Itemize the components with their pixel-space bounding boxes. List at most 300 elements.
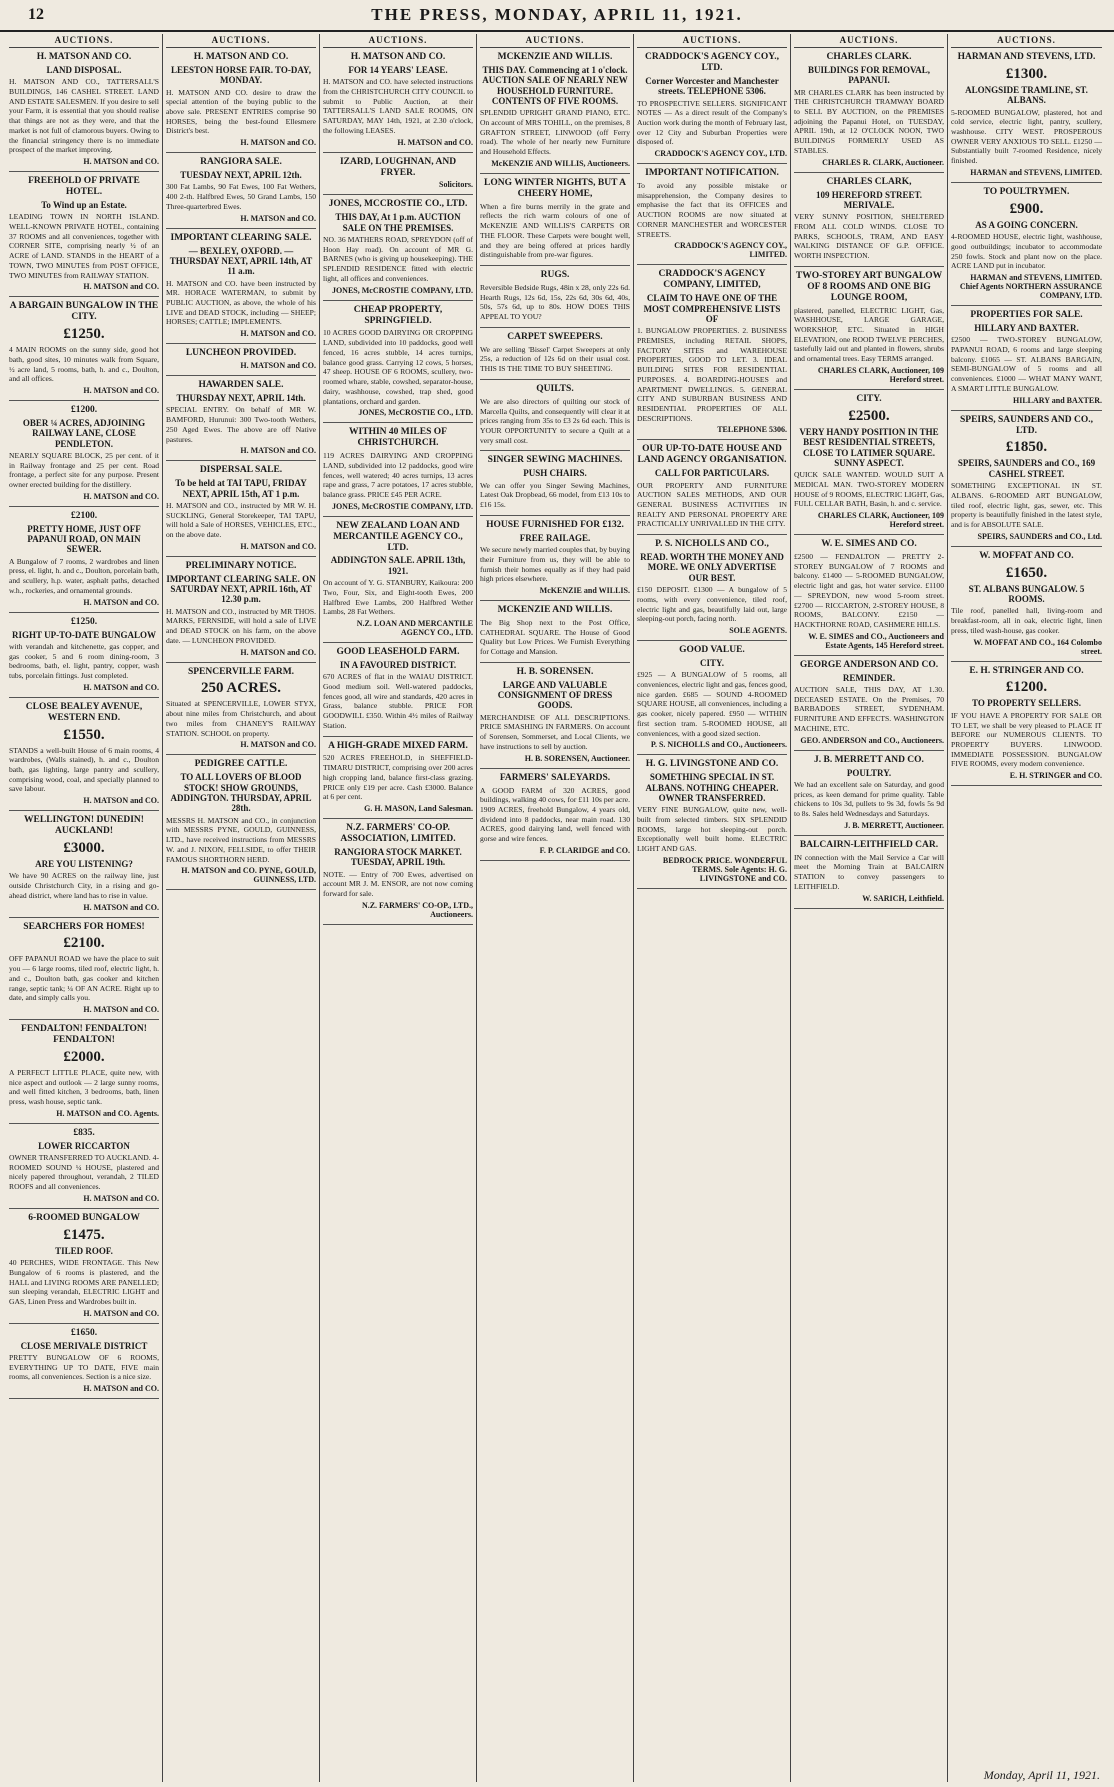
advertisement [166,229,316,345]
ad-signature: H. MATSON and CO. [83,902,159,912]
ad-body-text: H. MATSON and CO. have been instructed by MR. HORACE WATERMAN, to submit by PUBLIC AUCTION, as above, the whole of his LIVE and DEAD STOCK, including — SHEEP; HORSES; CATTLE; IMPLEMENTS. [166,278,316,327]
advertisement [323,517,473,643]
ad-body-text: SPLENDID UPRIGHT GRAND PIANO, ETC. On account of MRS TOHILL, on the premises, 8 GRAFTON STREET, LINWOOD (off Ferry road). The whole of her nearly new Furniture and Household Effects. [480,108,630,157]
ad-body-text: £150 DEPOSIT. £1300 — A bungalow of 5 rooms, with every convenience, tiled roof, electric light and gas, beautifully laid out, large sleeping-out porch, facing north. [637,585,787,624]
ad-subhead: THIS DAY. Commencing at 1 o'clock. AUCTION SALE OF NEARLY NEW HOUSEHOLD FURNITURE. CONTENTS OF FIVE ROOMS. [482,64,628,106]
ad-signature: CHARLES R. CLARK, Auctioneer. [822,157,944,167]
ad-signature: HARMAN and STEVENS, LIMITED. Chief Agents NORTHERN ASSURANCE COMPANY, LTD. [959,273,1102,301]
ad-signature: H. MATSON and CO. [83,1005,159,1015]
ad-signature: HILLARY and BAXTER. [1013,395,1102,405]
ad-subhead: READ. WORTH THE MONEY AND MORE. WE ONLY ADVERTISE OUR BEST. [640,552,784,583]
ad-subhead: CALL FOR PARTICULARS. [654,468,770,479]
ad-subhead: FOR 14 YEARS' LEASE. [348,64,448,75]
ad-subhead: CITY. [700,657,724,668]
ad-signature: CHARLES CLARK, Auctioneer, 109 Hereford street. [817,365,944,384]
advertisement [9,401,159,507]
advertisement [951,662,1102,787]
ad-body-text: 5-ROOMED BUNGALOW, plastered, hot and cold service, electric light, pantry, scullery, washhouse. CITY WEST. PROSPEROUS OWNER VERY ANXIOUS TO SELL. £1250 — Substantially built 7-roomed Residence, nicely finished. [951,107,1102,166]
ad-title: SPEIRS, SAUNDERS AND CO., LTD. [959,414,1094,436]
ad-body-text: 4 MAIN ROOMS on the sunny side, good hot bath, good sites, 10 minutes walk from Square, ½ acre land, 5 rooms, bath, h. and c., Doulton, and all offices. [9,345,159,384]
ad-signature: Solicitors. [439,180,473,190]
advertisement [480,380,630,452]
ad-subhead: OBER ¼ ACRES, ADJOINING RAILWAY LANE, CLOSE PENDLETON. [22,417,146,449]
ad-signature: H. MATSON and CO. [240,541,316,551]
ad-title: TO POULTRYMEN. [983,186,1070,197]
ad-signature: JONES, McCROSTIE COMPANY, LTD. [331,285,473,295]
ad-signature: E. H. STRINGER and CO. [1009,771,1102,781]
ad-signature: H. MATSON and CO. [240,138,316,148]
ad-title: GOOD LEASEHOLD FARM. [336,646,460,657]
ad-title: £2100. [70,510,98,521]
ad-title: LONG WINTER NIGHTS, BUT A CHEERY HOME, [484,177,626,199]
ad-body-text: We secure newly married couples that, by buying their Furniture from us, they will be able to furnish their homes equally as if they had paid high prices elsewhere. [480,545,630,584]
advertisement [794,535,944,656]
ad-title: OUR UP-TO-DATE HOUSE AND LAND AGENCY ORGANISATION. [637,444,787,466]
ad-title: HAWARDEN SALE. [198,380,284,391]
ad-subhead: Corner Worcester and Manchester streets. TELEPHONE 5306. [645,75,779,97]
ad-signature: W. SARICH, Leithfield. [862,893,944,903]
ad-body-text: plastered, panelled, ELECTRIC LIGHT, Gas, WASHHOUSE, LARGE GARAGE, WORKSHOP, ETC. Situated in HIGH ELEVATION, one ROOD TWELVE PERCHES, tastefully laid out and planted in flowers, shrubs and ornamental trees. Easy TERMS arranged. [794,305,944,364]
ad-body-text: QUICK SALE WANTED. WOULD SUIT A MEDICAL MAN. TWO-STOREY MODERN HOUSE of 9 ROOMS, ELECTRIC LIGHT, Gas, FULL CELLAR BATH, Basin, h. and c. service. [794,470,944,509]
ad-body-text: 670 ACRES of flat in the WAIAU DISTRICT. Good medium soil. Well-watered paddocks, fences good, all wire and standards, 420 acres in Grass, balance stubble. PRICE FOR GOODWILL £350. Within 4½ miles of Railway Station. [323,672,473,730]
advertisement [323,301,473,424]
column-header: AUCTIONS. [637,34,787,48]
ad-signature: H. MATSON and CO. [240,647,316,657]
ad-title: CHARLES CLARK. [826,52,912,62]
ad-body-text: H. MATSON AND CO. desire to draw the special attention of the buying public to the above sale. PRESENT ENTRIES comprise 90 HORSES, being the best-found Ellesmere District's best. [166,87,316,136]
ad-price: £1550. [63,726,105,743]
ad-subhead: SOMETHING SPECIAL IN ST. ALBANS. NOTHING CHEAPER. OWNER TRANSFERRED. [645,772,779,803]
ad-body-text: A GOOD FARM of 320 ACRES, good buildings, walking 40 cows, for £11 10s per acre. 1909 ACRES, freehold Bungalow, 4 years old, dividend into 8 paddocks, near main road. 130 ACRES, good dairying land, well fenced with gorse and wire fences. [480,785,630,844]
ad-subhead: 109 HEREFORD STREET. MERIVALE. [815,189,923,210]
ad-title: CHARLES CLARK, [826,176,912,187]
column-5 [634,34,791,1782]
columns-container [6,34,1108,1782]
newspaper-title: THE PRESS, MONDAY, APRIL 11, 1921. [371,5,743,24]
ad-body-text: VERY SUNNY POSITION, SHELTERED FROM ALL COLD WINDS. CLOSE TO PARKS, SCHOOLS, TRAM, AND EASY WALKING DISTANCE OF G.P. OFFICE. WORTH INSPECTION. [794,212,944,261]
ad-price: £2500. [848,407,890,424]
advertisement [637,164,787,265]
ad-signature: TELEPHONE 5306. [717,425,787,435]
ad-signature: CHARLES CLARK, Auctioneer, 109 Hereford street. [817,511,944,530]
advertisement [951,48,1102,183]
advertisement [323,819,473,925]
ad-body-text: H. MATSON and CO. have selected instructions from the CHRISTCHURCH CITY COUNCIL to submit to Public Auction, at their TATTERSALL'S LAND SALE ROOMS, ON SATURDAY, MAY 14th, 1921, at 2.30 o'clock, the following LEASES. [323,77,473,135]
ad-signature: W. E. SIMES and CO., Auctioneers and Estate Agents, 145 Hereford street. [808,631,944,650]
ad-body-text: £2500 — TWO-STOREY BUNGALOW, PAPANUI ROAD, 6 rooms and large sleeping balcony. £1065 — ST. ALBANS BARGAIN, SEMI-BUNGALOW of 5 rooms and all conveniences. £1000 — WHAT MANY WANT, A SMART LITTLE BUNGALOW. [951,335,1102,393]
ad-subhead: CLOSE MERIVALE DISTRICT [20,1340,148,1351]
ad-subhead: — BEXLEY, OXFORD. — THURSDAY NEXT, APRIL 14th, AT 11 a.m. [169,245,313,277]
ad-title: W. E. SIMES AND CO. [821,539,917,550]
advertisement [951,183,1102,306]
ad-body-text: MERCHANDISE OF ALL DESCRIPTIONS. PRICE SMASHING IN FARMERS. On account of Sorensen, Sommerset, and Local Clients, we have instructions to sell by auction. [480,712,630,751]
ad-body-text: SOMETHING EXCEPTIONAL IN ST. ALBANS. 6-ROOMED ART BUNGALOW, tiled roof, electric light, gas, sewer, etc. This property is beautifully finished in the latest style, and is for ABSOLUTE SALE. [951,481,1102,530]
advertisement [9,48,159,172]
page-number: 12 [28,6,44,23]
ad-body-text: When a fire burns merrily in the grate and reflects the rich warm colours of one of McKENZIE AND WILLIS'S CARPETS OR THE FLOOR. These Carpets were bought well, and they are being offered at prices hardly distinguishable from pre-war figures. [480,201,630,260]
ad-price: £1650. [1005,564,1048,581]
ad-title: WITHIN 40 MILES OF CHRISTCHURCH. [349,427,447,449]
ad-price: £1250. [63,326,105,343]
ad-subhead: REMINDER. [842,672,896,683]
ad-subhead: RIGHT UP-TO-DATE BUNGALOW [11,629,157,640]
ad-title: H. B. SORENSEN. [516,666,594,677]
ad-signature: W. MOFFAT AND CO., 164 Colombo street. [973,637,1102,656]
ad-title: IMPORTANT CLEARING SALE. [170,232,312,243]
ad-price: £2000. [63,1048,105,1065]
ad-signature: H. MATSON and CO. [83,1308,159,1318]
ad-title: MCKENZIE AND WILLIS. [497,605,613,615]
ad-price: £900. [1009,200,1044,217]
ad-body-text: NOTE. — Entry of 700 Ewes, advertised on account MR J. M. ENSOR, are not now coming forward for sale. [323,869,473,899]
ad-title: HOUSE FURNISHED FOR £132. [486,519,624,530]
ad-subhead: SPEIRS, SAUNDERS and CO., 169 CASHEL STREET. [957,458,1096,479]
ad-title: RUGS. [540,270,570,281]
ad-body-text: A Bungalow of 7 rooms, 2 wardrobes and linen press, el. light, h. and c., Doulton, porcelain bath, and scullery, h.p. water, asphalt paths, detached w.h., rockeries, and ornamental grounds. [9,556,159,595]
ad-title: CARPET SWEEPERS. [507,331,603,342]
advertisement [166,755,316,890]
ad-signature: H. MATSON and CO. [83,1384,159,1394]
ad-title: £1650. [70,1327,98,1338]
ad-subhead: FREE RAILAGE. [519,532,591,543]
ad-signature: H. MATSON and CO. [240,329,316,339]
ad-signature: H. MATSON and CO. [83,796,159,806]
ad-signature: H. MATSON and CO. Agents. [56,1108,159,1118]
ad-signature: N.Z. FARMERS' CO-OP., LTD., Auctioneers. [361,900,473,919]
advertisement [166,376,316,461]
advertisement [794,751,944,836]
column-header: AUCTIONS. [9,34,159,48]
ad-signature: H. MATSON and CO. [83,597,159,607]
ad-signature: CRADDOCK'S AGENCY COY., LIMITED. [674,241,787,260]
advertisement [9,1324,159,1399]
ad-subhead: PRETTY HOME, JUST OFF PAPANUI ROAD, ON MAIN SEWER. [27,523,141,555]
ad-body-text: A PERFECT LITTLE PLACE, quite new, with nice aspect and outlook — 2 large sunny rooms, and well fitted kitchen, 3 bedrooms, bath, linen press, wash house, septic tank. [9,1067,159,1107]
ad-subhead: TO PROPERTY SELLERS. [972,698,1081,709]
ad-title: 6-ROOMED BUNGALOW [28,1212,140,1223]
advertisement [323,737,473,820]
ad-body-text: We are selling 'Bissel' Carpet Sweepers at only 25s, a reduction of 12s 6d on their usual cost. THIS IS THE TIME TO BUY SHEETING. [480,344,630,374]
advertisement [166,557,316,663]
ad-body-text: Reversible Bedside Rugs, 48in x 28, only 22s 6d. Hearth Rugs, 12s 6d, 15s, 22s 6d, 30s 6d, 40s, 50s, 57s 6d, up to 80s. HOW DOES THIS APPEAL TO YOU? [480,282,630,322]
advertisement [323,195,473,300]
ad-title: H. G. LIVINGSTONE AND CO. [645,759,779,770]
ad-subhead: LARGE AND VALUABLE CONSIGNMENT OF DRESS GOODS. [497,679,613,711]
ad-title: SINGER SEWING MACHINES. [487,455,623,466]
ad-price: £2100. [63,935,105,952]
advertisement [323,423,473,516]
ad-title: H. MATSON AND CO. [193,52,289,62]
column-7 [948,34,1105,1782]
ad-subhead: IMPORTANT CLEARING SALE. ON SATURDAY NEXT, APRIL 16th, AT 12.30 p.m. [166,573,316,605]
ad-title: JONES, MCCROSTIE CO., LTD. [328,199,468,210]
ad-subhead: AS A GOING CONCERN. [975,219,1078,230]
advertisement [637,641,787,755]
advertisement [637,48,787,164]
ad-title: CRADDOCK'S AGENCY COMPANY, LIMITED, [658,269,766,291]
ad-title: £1200. [70,404,98,415]
ad-body-text: 1. BUNGALOW PROPERTIES. 2. BUSINESS PREMISES, including RETAIL SHOPS, FACTORY SITES and WAREHOUSE PROPERTIES, GOOD TO LET. 3. IDEAL BUILDING SITES FOR RESIDENTIAL PURPOSES. 4. BOARDING-HOUSES and APARTMENT DWELLINGS. 5. GENERAL CITY AND SUBURBAN BUSINESS AND RESIDENTIAL PROPERTIES OF ALL DESCRIPTIONS. [637,326,787,423]
ad-signature: H. B. SORENSEN, Auctioneer. [524,753,630,763]
advertisement [480,451,630,515]
ad-body-text: 520 ACRES FREEHOLD, in SHEFFIELD-TIMARU DISTRICT, comprising over 200 acres high cropping land, balance first-class grazing. PRICE only £19 per acre. Cash £3000. Balance at 6 per cent. [323,753,473,802]
ad-title: TWO-STOREY ART BUNGALOW OF 8 ROOMS AND ONE BIG LOUNGE ROOM, [795,270,943,303]
ad-title: CHEAP PROPERTY, SPRINGFIELD. [353,304,443,326]
advertisement [166,461,316,556]
ad-price: £1300. [1005,65,1048,82]
advertisement [9,172,159,297]
ad-body-text: LEADING TOWN IN NORTH ISLAND. WELL-KNOWN PRIVATE HOTEL, containing 37 ROOMS and all conveniences, together with CORNER SITE, comprising nearly ½ of an ACRE of LAND. STANDS in the HEART of a TOWN, TWO MINUTES from POST OFFICE, TWO MINUTES from RAILWAY STATION. [9,212,159,280]
advertisement [323,153,473,196]
advertisement [637,535,787,641]
ad-signature: HARMAN and STEVENS, LIMITED. [970,167,1102,177]
ad-title: N.Z. FARMERS' CO-OP. ASSOCIATION, LIMITED. [340,823,456,844]
ad-signature: CRADDOCK'S AGENCY COY., LTD. [654,149,787,159]
ad-subhead: To Wind up an Estate. [41,199,127,210]
column-3 [320,34,477,1782]
advertisement [166,344,316,376]
advertisement [480,769,630,861]
ad-title: IMPORTANT NOTIFICATION. [645,168,779,179]
ad-subhead: THURSDAY NEXT, APRIL 14th. [176,393,306,404]
ad-title: HARMAN AND STEVENS, LTD. [957,52,1096,62]
advertisement [794,836,944,909]
ad-subhead: PUSH CHAIRS. [523,468,587,479]
ad-body-text: NO. 36 MATHERS ROAD, SPREYDON (off of Hoon Hay road). On account of MR G. BARNES (who is giving up housekeeping). THE SPLENDID RESIDENCE fitted with electric light, all offices and conveniences. [323,235,473,283]
ad-signature: H. MATSON and CO. [240,213,316,223]
ad-body-text: On account of Y. G. STANBURY, Kaikoura: 200 Two, Four, Six, and Eight-tooth Ewes, 200 Halfbred Ewe Lambs, 200 Halfbred Wether Lambs, 28 Fat Wethers. [323,578,473,617]
ad-body-text: SPECIAL ENTRY. On behalf of MR W. BAMFORD, Hurunui: 300 Two-tooth Wethers, 250 Aged Ewes. The above are off Native pastures. [166,405,316,444]
ad-title: H. MATSON AND CO. [350,52,446,62]
advertisement [9,1020,159,1124]
ad-body-text: PRETTY BUNGALOW OF 6 ROOMS, EVERYTHING UP TO DATE, FIVE main rooms, all conveniences. Section is a nice size. [9,1353,159,1382]
ad-subhead: ARE YOU LISTENING? [35,859,133,870]
ad-body-text: £925 — A BUNGALOW of 5 rooms, all conveniences, electric light and gas, fences good, nice garden. £685 — SOUND 4-ROOMED SQUARE HOUSE, all conveniences, including a gas cooker, nicely papered. £950 — WITHIN first section tram. 5-ROOMED HOUSE, all conveniences, with a good sized section. [637,670,787,738]
ad-body-text: Tile roof, panelled hall, living-room and breakfast-room, all in oak, electric light, linen press, tiled wash-house, gas cooker. [951,606,1102,635]
advertisement [951,306,1102,411]
ad-body-text: 4-ROOMED HOUSE, electric light, washhouse, good outbuildings; incubator to accommodate 250 fowls. Stock and plant now on the place. ACRE LAND put in incubator. [951,232,1102,271]
masthead [0,0,1114,32]
footer-date: Monday, April 11, 1921. [983,1768,1100,1782]
ad-body-text: OFF PAPANUI ROAD we have the place to suit you — 6 large rooms, tiled roof, electric light, h. and c., Doulton bath, gas cooker and kitchen range, septic tank; ¼ OF AN ACRE. Right up to date, and simply calls you. [9,954,159,1003]
ad-body-text: IN connection with the Mail Service a Car will meet the Morning Train at BALCAIRN STATION to convey passengers to LEITHFIELD. [794,852,944,891]
advertisement [794,390,944,535]
ad-body-text: H. MATSON AND CO., TATTERSALL'S BUILDINGS, 146 CASHEL STREET. LAND AND ESTATE SALESMEN. If you desire to sell your Farm, it is essential that you should realise that things are not as they were, and that the market is not full of clamorous buyers. Owing to the financial stringency there is no immediate prospect of the market improving. [9,77,159,155]
ad-subhead: TO ALL LOVERS OF BLOOD STOCK! SHOW GROUNDS, ADDINGTON. THURSDAY, APRIL 28th. [170,772,312,814]
advertisement [637,755,787,889]
ad-body-text: STANDS a well-built House of 6 main rooms, 4 wardrobes, (Walls stained), h. and c., Doulton bath, gas lighting, large pantry and scullery, comprising wood, coal, and specially planned to save labour. [9,745,159,794]
column-6 [791,34,948,1782]
column-header: AUCTIONS. [166,34,316,48]
ad-signature: H. MATSON and CO. PYNE, GOULD, GUINNESS, LTD. [181,866,316,885]
advertisement [166,48,316,153]
ad-body-text: MR CHARLES CLARK has been instructed by THE CHRISTCHURCH TRAMWAY BOARD to SELL BY AUCTION, on the PREMISES adjoining the Papanui Hotel, on TUESDAY, APRIL 19th, at 12 O'CLOCK NOON, TWO BUILDINGS FORMERLY USED AS STABLES. [794,87,944,155]
ad-title: FREEHOLD OF PRIVATE HOTEL. [28,176,140,197]
ad-subhead: CLAIM TO HAVE ONE OF THE MOST COMPREHENSIVE LISTS OF [643,293,781,324]
advertisement [794,173,944,267]
advertisement [166,153,316,228]
ad-signature: H. MATSON and CO. [83,282,159,292]
column-1 [6,34,163,1782]
ad-title: WELLINGTON! DUNEDIN! AUCKLAND! [24,815,144,837]
ad-signature: P. S. NICHOLLS and CO., Auctioneers. [650,740,787,750]
ad-title: BALCAIRN-LEITHFIELD CAR. [799,839,939,850]
ad-signature: H. MATSON and CO. [397,137,473,147]
advertisement [166,663,316,756]
ad-body-text: 300 Fat Lambs, 90 Fat Ewes, 100 Fat Wethers, 400 2-th. Halfbred Ewes, 50 Grand Lambs, 150 Three-quarterbred Ewes. [166,182,316,211]
advertisement [794,48,944,173]
ad-signature: JONES, McCROSTIE CO., LTD. [358,408,473,418]
ad-subhead: IN A FAVOURED DISTRICT. [339,659,457,670]
ad-body-text: We are also directors of quilting our stock of Marcella Quilts, and consequently will clear it at prices ranging from 35s to £3 2s 6d each. This is YOUR OPPORTUNITY to secure a Quilt at a very small cost. [480,396,630,445]
ad-subhead: HILLARY AND BAXTER. [974,322,1079,333]
ad-body-text: OUR PROPERTY AND FURNITURE AUCTION SALES METHODS, AND OUR GENERAL BUSINESS ACTIVITIES IN REALTY AND PERSONAL PROPERTY ARE PRACTICALLY UNRIVALLED IN THE CITY. [637,480,787,529]
ad-title: £1250. [70,616,98,627]
ad-title: W. MOFFAT AND CO. [979,550,1074,561]
ad-signature: H. MATSON and CO. [240,740,316,750]
ad-title: H. MATSON AND CO. [36,52,132,62]
ad-title: QUILTS. [536,383,574,394]
ad-signature: McKENZIE and WILLIS. [539,586,630,595]
column-header: AUCTIONS. [951,34,1102,48]
ad-signature: G. H. MASON, Land Salesman. [364,804,473,814]
ad-signature: N.Z. LOAN AND MERCANTILE AGENCY CO., LTD. [356,618,473,637]
ad-signature: McKENZIE AND WILLIS, Auctioneers. [491,158,630,168]
ad-body-text: We have 90 ACRES on the railway line, just outside Christchurch City, in a rising and go-ahead district, where land has to rise in value. [9,871,159,900]
ad-price: 250 ACRES. [200,680,282,697]
ad-title: PEDIGREE CATTLE. [194,759,288,770]
advertisement [9,613,159,698]
ad-title: DISPERSAL SALE. [199,465,283,476]
ad-body-text: £2500 — FENDALTON — PRETTY 2-STOREY BUNGALOW of 7 ROOMS and balcony. £1400 — 5-ROOMED BUNGALOW, electric light and gas, hot water service. £1100 — SPREYDON, new wood 5-room street. £2700 — RICCARTON, 2-STOREY HOUSE, 8 ROOMS, BALCONY. £2150 — HACKTHORNE ROAD, CASHMERE HILLS. [794,552,944,630]
ad-title: CRADDOCK'S AGENCY COY., LTD. [645,52,779,73]
ad-price: £1475. [63,1226,105,1243]
ad-title: SEARCHERS FOR HOMES! [23,921,145,932]
ad-signature: BEDROCK PRICE. WONDERFUL TERMS. Sole Agents: H. G. LIVINGSTONE and CO. [662,855,787,883]
ad-body-text: TO PROSPECTIVE SELLERS. SIGNIFICANT NOTES — As a direct result of the Company's Auction work during the month of February last, over 12 City and Suburban Properties were disposed of. [637,98,787,147]
ad-title: IZARD, LOUGHNAN, AND FRYER. [339,156,457,178]
ad-body-text: 40 PERCHES, WIDE FRONTAGE. This New Bungalow of 6 rooms is plastered, and the HALL and LIVING ROOMS ARE PANELLED; sun sleeping verandah, ELECTRIC LIGHT and GAS, Linen Press and Wardrobes built in. [9,1258,159,1307]
ad-price: £1200. [1005,679,1048,696]
ad-body-text: We can offer you Singer Sewing Machines, Latest Oak Dropbead, 66 model, from £13 10s to £16 15s. [480,480,630,510]
ad-price: £3000. [63,840,105,857]
ad-title: NEW ZEALAND LOAN AND MERCANTILE AGENCY CO., LTD. [333,520,463,553]
ad-title: RANGIORA SALE. [200,157,282,168]
advertisement [9,918,159,1021]
advertisement [9,297,159,401]
ad-signature: H. MATSON and CO. [83,385,159,395]
advertisement [9,507,159,613]
ad-body-text: Situated at SPENCERVILLE, LOWER STYX, about nine miles from Christchurch, and about two miles from CHANEY'S RAILWAY STATION. SCHOOL on property. [166,699,316,738]
ad-title: PROPERTIES FOR SALE. [970,310,1083,321]
ad-title: SPENCERVILLE FARM. [187,666,295,677]
ad-price: £1850. [1005,439,1048,456]
ad-signature: H. MATSON and CO. [83,682,159,692]
advertisement [480,516,630,601]
column-header: AUCTIONS. [323,34,473,48]
ad-body-text: NEARLY SQUARE BLOCK, 25 per cent. of it in Railway frontage and 25 per cent. Road frontage, a perfect site for any purpose. Present owner erected building for the distillery. [9,450,159,490]
column-header: AUCTIONS. [794,34,944,48]
ad-title: MCKENZIE AND WILLIS. [497,52,613,62]
advertisement [323,48,473,153]
advertisement [637,265,787,440]
ad-title: LUNCHEON PROVIDED. [185,348,297,359]
advertisement [480,266,630,328]
advertisement [951,547,1102,662]
ad-title: GEORGE ANDERSON AND CO. [799,659,939,670]
ad-body-text: IF YOU HAVE A PROPERTY FOR SALE OR TO LET, we shall be very pleased to PLACE IT BEFORE our NUMEROUS CLIENTS. TO PROPERTY BUYERS. LINWOOD. IMMEDIATE POSSESSION. BUNGALOW FIVE ROOMS, every modern convenience. [951,710,1102,769]
ad-title: A BARGAIN BUNGALOW IN THE CITY. [9,301,159,323]
advertisement [794,656,944,751]
ad-title: CLOSE BEALEY AVENUE, WESTERN END. [25,701,143,723]
ad-title: PRELIMINARY NOTICE. [185,560,297,571]
advertisement [480,663,630,769]
column-4 [477,34,634,1782]
ad-signature: J. B. MERRETT, Auctioneer. [844,820,944,830]
advertisement [9,811,159,917]
ad-body-text: 119 ACRES DAIRYING AND CROPPING LAND, subdivided into 12 paddocks, good wire fences, well watered; 40 acres turnips, 13 acres rape and grass, 7 acre potatoes, 17 acres stubble, balance grass. PRICE £45 PER ACRE. [323,451,473,499]
ad-title: CITY. [856,393,882,404]
ad-subhead: LOWER RICCARTON [38,1140,130,1151]
advertisement [323,643,473,737]
advertisement [480,174,630,266]
ad-signature: SOLE AGENTS. [729,626,787,636]
advertisement [637,440,787,535]
ad-signature: H. MATSON and CO. [83,157,159,167]
ad-title: J. B. MERRETT AND CO. [814,754,924,765]
ad-subhead: POULTRY. [846,767,892,778]
ad-body-text: H. MATSON and CO., instructed by MR W. H. SUCKLING, General Storekeeper, TAI TAPU, will hold a Sale of HORSES, VEHICLES, ETC., on the above date. [166,500,316,539]
ad-title: FARMERS' SALEYARDS. [499,772,611,783]
ad-subhead: To be held at TAI TAPU, FRIDAY NEXT, APRIL 15th, AT 1 p.m. [175,478,307,499]
ad-body-text: VERY FINE BUNGALOW, quite new, well-built from selected timbers. SIX SPLENDID ROOMS, large hot sleeping-out porch. Exceptionally well built home. ELECTRIC LIGHT AND GAS. [637,805,787,854]
ad-body-text: OWNER TRANSFERRED TO AUCKLAND. 4-ROOMED SOUND ¼ HOUSE, plastered and nicely papered throughout, verandah, 2 TILED ROOFS and all conveniences. [9,1153,159,1192]
column-2 [163,34,320,1782]
ad-signature: SPEIRS, SAUNDERS and CO., Ltd. [977,531,1102,541]
ad-body-text: H. MATSON and CO., instructed by MR THOS. MARKS, FERNSIDE, will hold a sale of LIVE and DEAD STOCK on his farm, on the above date. — LUNCHEON PROVIDED. [166,606,316,645]
advertisement [480,48,630,174]
ad-signature: GEO. ANDERSON and CO., Auctioneers. [800,735,944,745]
ad-signature: H. MATSON and CO. [83,1193,159,1203]
ad-body-text: We had an excellent sale on Saturday, and good prices, as keen demand for prime quality. Table chickens to 10s 3d, pullets to 9s 3d, fowls 5s 9d to 8s. Sales held Wednesdays and Saturdays. [794,779,944,819]
ad-subhead: RANGIORA STOCK MARKET. TUESDAY, APRIL 19th. [334,846,462,868]
ad-body-text: AUCTION SALE, THIS DAY, AT 1.30. DECEASED ESTATE. On the Premises, 70 BARBADOES STREET, SYDENHAM. FURNITURE AND EFFECTS. WASHINGTON MACHINE, ETC. [794,685,944,733]
ad-subhead: BUILDINGS FOR REMOVAL, PAPANUI. [807,64,931,86]
ad-subhead: LEESTON HORSE FAIR. TO-DAY, MONDAY. [171,64,311,86]
ad-title: FENDALTON! FENDALTON! FENDALTON! [21,1024,147,1045]
ad-body-text: To avoid any possible mistake or misapprehension, the Company desires to emphasise the fact that its OFFICES and AUCTION ROOMS are now situated at CORNER MANCHESTER and WORCESTER STREETS. [637,181,787,239]
advertisement [480,601,630,663]
ad-signature: H. MATSON and CO. [240,446,316,456]
ad-body-text: The Big Shop next to the Post Office, CATHEDRAL SQUARE. The House of Good Quality but Low Prices. We Furnish Everything for Cottage and Mansion. [480,617,630,657]
ad-subhead: LAND DISPOSAL. [46,64,122,75]
ad-subhead: ADDINGTON SALE. APRIL 13th, 1921. [330,555,466,576]
advertisement [951,411,1102,547]
advertisement [794,267,944,390]
ad-title: A HIGH-GRADE MIXED FARM. [328,740,468,751]
ad-title: E. H. STRINGER AND CO. [969,665,1084,676]
advertisement [9,1209,159,1324]
column-header: AUCTIONS. [480,34,630,48]
advertisement [9,1124,159,1209]
ad-body-text: MESSRS H. MATSON and CO., in conjunction with MESSRS PYNE, GOULD, GUINNESS, LTD., have received instructions from MESSRS W. and J. NIXON, FELLSIDE, to offer THEIR FAMOUS SHORTHORN HERD. [166,815,316,864]
ad-title: GOOD VALUE. [679,645,745,656]
ad-body-text: with verandah and kitchenette, gas copper, and gas cooker, 5 and 6 room dining-room, 3 bedrooms, bath, el. light, pantry, copper, wash tubs, porcelain fittings. Just completed. [9,641,159,681]
ad-subhead: ST. ALBANS BUNGALOW. 5 ROOMS. [968,583,1085,605]
ad-body-text: 10 ACRES GOOD DAIRYING OR CROPPING LAND, subdivided into 10 paddocks, good well fenced, 16 acres stubble, 14 acres turnips, balance good grass. Carrying 12 cows, 5 horses, 47 sheep. HOUSE OF 6 ROOMS, scullery, two-roomed whare, stable, cowshed, separator-house, dairy, washhouse, cowshed, trap shed, good plantations, orchard and garden. [323,328,473,406]
advertisement [9,698,159,811]
ad-subhead: ALONGSIDE TRAMLINE, ST. ALBANS. [965,84,1088,106]
